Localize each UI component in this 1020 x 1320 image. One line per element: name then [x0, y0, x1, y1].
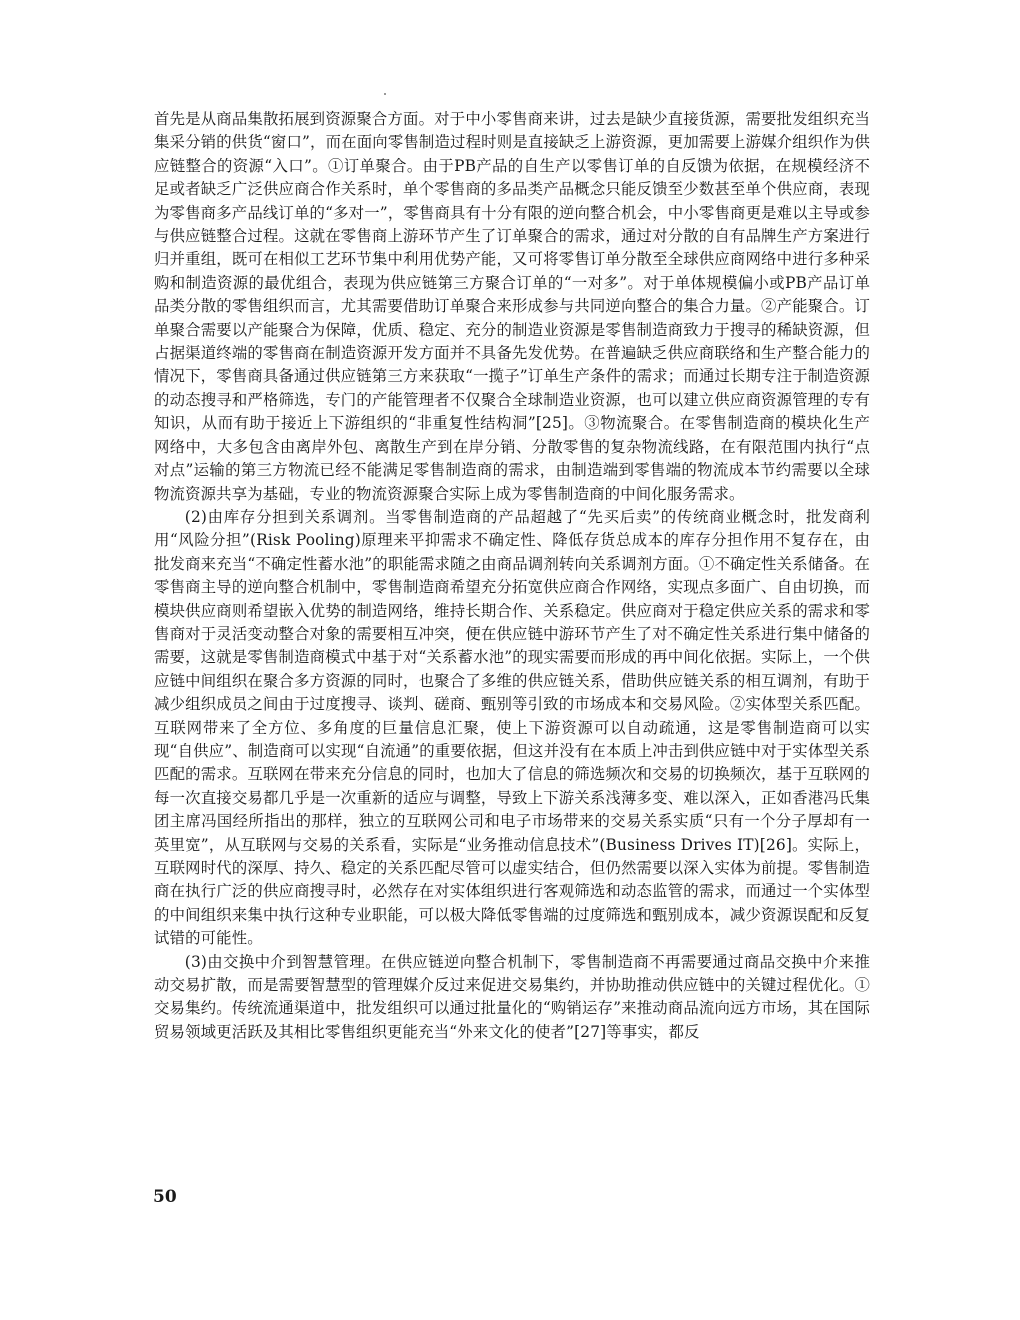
body-text: [154, 108, 870, 1044]
paragraph-exchange-to-smart-management: (3)由交换中介到智慧管理。在供应链逆向整合机制下，零售制造商不再需要通过商品交换中介来推动交易扩散，而是需要智慧型的管理媒介反过来促进交易集约，并协助推动供应链中的关键过程优化。①交易集约。传统流通渠道中，批发组织可以通过批量化的“购销运存”来推动商品流向远方市场，其在国际贸易领域更活跃及其相比零售组织更能充当“外来文化的使者”[27]等事实，都反: [154, 952, 870, 1041]
paragraph-continued: 首先是从商品集散拓展到资源聚合方面。对于中小零售商来讲，过去是缺少直接货源，需要批发组织充当集采分销的供货“窗口”，而在面向零售制造过程时则是直接缺乏上游资源，更加需要上游媒介组织作为供应链整合的资源“入口”。①订单聚合。由于PB产品的自生产以零售订单的自反馈为依据，在规模经济不足或者缺乏广泛供应商合作关系时，单个零售商的多品类产品概念只能反馈至少数甚至单个供应商，表现为零售商多产品线订单的“多对一”，零售商具有十分有限的逆向整合机会，中小零售商更是难以主导或参与供应链整合过程。这就在零售商上游环节产生了订单聚合的需求，通过对分散的自有品牌生产方案进行归并重组，既可在相似工艺环节集中利用优势产能，又可将零售订单分散至全球供应商网络中进行多种采购和制造资源的最优组合，表现为供应链第三方聚合订单的“一对多”。对于单体规模偏小或PB产品订单品类分散的零售组织而言，尤其需要借助订单聚合来形成参与共同逆向整合的集合力量。②产能聚合。订单聚合需要以产能聚合为保障，优质、稳定、充分的制造业资源是零售制造商致力于搜寻的稀缺资源，但占据渠道终端的零售商在制造资源开发方面并不具备先发优势。在普遍缺乏供应商联络和生产整合能力的情况下，零售商具备通过供应链第三方来获取“一揽子”订单生产条件的需求；而通过长期专注于制造资源的动态搜寻和严格筛选，专门的产能管理者不仅聚合全球制造业资源，也可以建立供应商资源管理的专有知识，从而有助于接近上下游组织的“非重复性结构洞”[25]。③物流聚合。在零售制造商的模块化生产网络中，大多包含由离岸外包、离散生产到在岸分销、分散零售的复杂物流线路，在有限范围内执行“点对点”运输的第三方物流已经不能满足零售制造商的需求，由制造端到零售端的物流成本节约需要以全球物流资源共享为基础，专业的物流资源聚合实际上成为零售制造商的中间化服务需求。: [154, 110, 870, 503]
page-number: 50: [153, 1187, 177, 1207]
scan-speck: [384, 93, 386, 95]
paragraph-inventory-to-relationship: (2)由库存分担到关系调剂。当零售制造商的产品超越了“先买后卖”的传统商业概念时，批发商利用“风险分担”(Risk Pooling)原理来平抑需求不确定性、降低存货总成本的库存分担作用不复存在，由批发商来充当“不确定性蓄水池”的职能需求随之由商品调剂转向关系调剂方面。①不确定性关系储备。在零售商主导的逆向整合机制中，零售制造商希望充分拓宽供应商合作网络，实现点多面广、自由切换，而模块供应商则希望嵌入优势的制造网络，维持长期合作、关系稳定。供应商对于稳定供应关系的需求和零售商对于灵活变动整合对象的需要相互冲突，便在供应链中游环节产生了对不确定性关系进行集中储备的需要，这就是零售制造商模式中基于对“关系蓄水池”的现实需要而形成的再中间化依据。实际上，一个供应链中间组织在聚合多方资源的同时，也聚合了多维的供应链关系，借助供应链关系的相互调剂，有助于减少组织成员之间由于过度搜寻、谈判、磋商、甄别等引致的市场成本和交易风险。②实体型关系匹配。互联网带来了全方位、多角度的巨量信息汇聚，使上下游资源可以自动疏通，这是零售制造商可以实现“自供应”、制造商可以实现“自流通”的重要依据，但这并没有在本质上冲击到供应链中对于实体型关系匹配的需求。互联网在带来充分信息的同时，也加大了信息的筛选频次和交易的切换频次，基于互联网的每一次直接交易都几乎是一次重新的适应与调整，导致上下游关系浅薄多变、难以深入，正如香港冯氏集团主席冯国经所指出的那样，独立的互联网公司和电子市场带来的交易关系实质“只有一个分子厚却有一英里宽”，从互联网与交易的关系看，实际是“业务推动信息技术”(Business Drives IT)[26]。实际上，互联网时代的深厚、持久、稳定的关系匹配尽管可以虚实结合，但仍然需要以深入实体为前提。零售制造商在执行广泛的供应商搜寻时，必然存在对实体组织进行客观筛选和动态监管的需求，而通过一个实体型的中间组织来集中执行这种专业职能，可以极大降低零售端的过度筛选和甄别成本，减少资源误配和反复试错的可能性。: [154, 507, 870, 948]
